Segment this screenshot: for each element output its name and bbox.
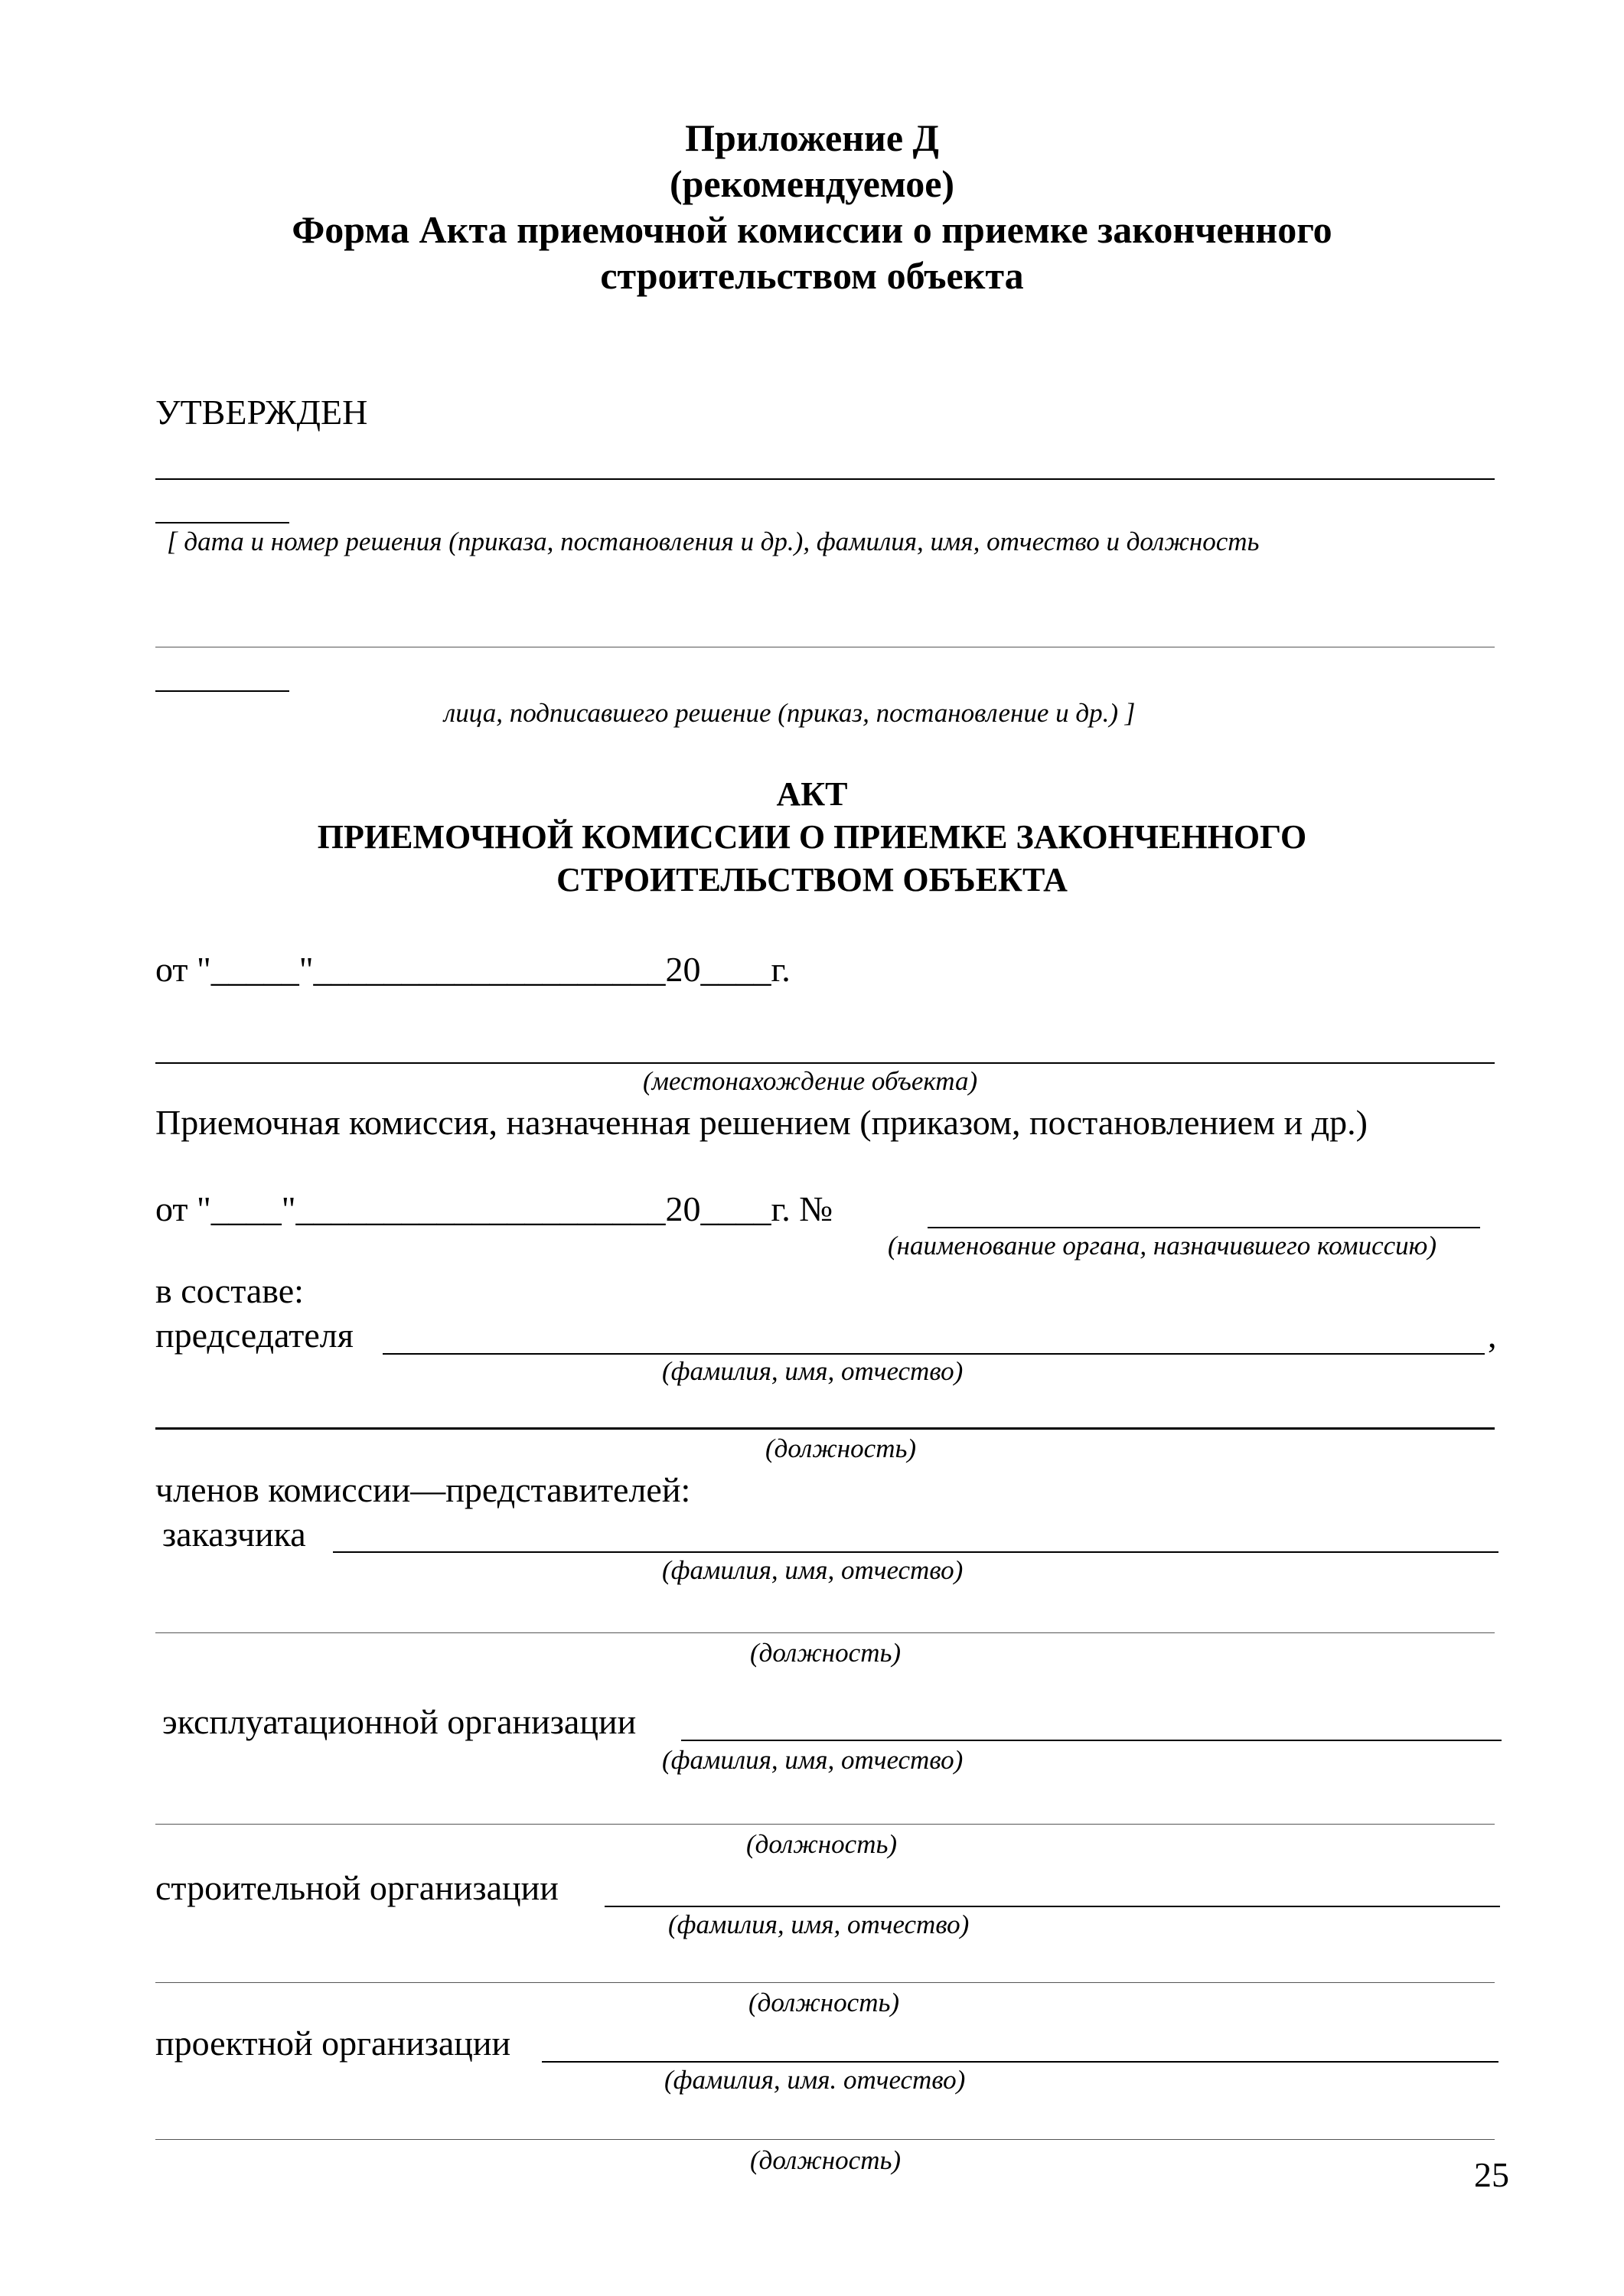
chairman-fio-line <box>383 1353 1485 1355</box>
location-caption: (местонахождение объекта) <box>643 1066 978 1096</box>
operating-position-caption: (должность) <box>746 1829 898 1859</box>
act-title-line2: ПРИЕМОЧНОЙ КОМИССИИ О ПРИЕМКЕ ЗАКОНЧЕННОГО <box>317 818 1307 856</box>
customer-fio-line <box>333 1551 1498 1553</box>
approved-line-1-tail <box>155 522 289 523</box>
document-header <box>153 115 1471 298</box>
act-date-line: от "_____"____________________20____г. <box>155 950 791 989</box>
commission-text: Приемочная комиссия, назначенная решением (приказом, постановлением и др.) <box>155 1103 1368 1142</box>
organ-line <box>928 1227 1480 1228</box>
customer-position-caption: (должность) <box>750 1638 902 1668</box>
chairman-position-line <box>155 1427 1495 1430</box>
approved-label: УТВЕРЖДЕН <box>155 393 368 432</box>
organ-caption: (наименование органа, назначившего комиссию) <box>888 1231 1436 1261</box>
design-fio-caption: (фамилия, имя. отчество) <box>664 2065 966 2095</box>
members-label: членов комиссии—представителей: <box>155 1470 691 1509</box>
design-position-line <box>155 2139 1495 2140</box>
composition-label: в составе: <box>155 1271 304 1310</box>
approved-caption-1: [ дата и номер решения (приказа, постановления и др.), фамилия, имя, отчество и должность <box>167 527 1260 556</box>
operating-fio-line <box>681 1740 1502 1741</box>
design-org-label: проектной организации <box>155 2024 511 2063</box>
design-position-caption: (должность) <box>750 2145 902 2175</box>
construction-org-label: строительной организации <box>155 1868 559 1907</box>
form-title-line2: строительством объекта <box>600 254 1024 297</box>
design-fio-line <box>542 2061 1498 2063</box>
construction-fio-caption: (фамилия, имя, отчество) <box>668 1910 970 1939</box>
act-title <box>153 773 1471 902</box>
customer-fio-caption: (фамилия, имя, отчество) <box>662 1555 964 1585</box>
act-title-line3: СТРОИТЕЛЬСТВОМ ОБЪЕКТА <box>556 861 1068 899</box>
customer-position-line <box>155 1632 1495 1633</box>
approved-line-2-tail <box>155 690 289 692</box>
decision-date-line: от "____"_____________________20____г. № <box>155 1189 833 1228</box>
form-title-line1: Форма Акта приемочной комиссии о приемке законченного <box>292 208 1332 251</box>
operating-fio-caption: (фамилия, имя, отчество) <box>662 1745 964 1775</box>
chairman-label: председателя <box>155 1316 354 1355</box>
approved-caption-2: лица, подписавшего решение (приказ, постановление и др.) ] <box>444 698 1136 728</box>
construction-position-line <box>155 1982 1495 1983</box>
chairman-position-caption: (должность) <box>765 1433 917 1463</box>
chairman-fio-caption: (фамилия, имя, отчество) <box>662 1356 964 1386</box>
appendix-title: Приложение Д <box>685 116 939 159</box>
operating-org-label: эксплуатационной организации <box>162 1702 637 1741</box>
customer-label: заказчика <box>162 1515 306 1554</box>
page-number: 25 <box>1474 2155 1509 2194</box>
location-line <box>155 1062 1495 1064</box>
construction-fio-line <box>605 1906 1500 1907</box>
operating-position-line <box>155 1824 1495 1825</box>
appendix-recommended: (рекомендуемое) <box>669 162 955 205</box>
act-title-line1: АКТ <box>776 775 848 813</box>
approved-line-1 <box>155 478 1495 480</box>
construction-position-caption: (должность) <box>748 1988 900 2017</box>
chairman-comma: , <box>1488 1316 1497 1355</box>
